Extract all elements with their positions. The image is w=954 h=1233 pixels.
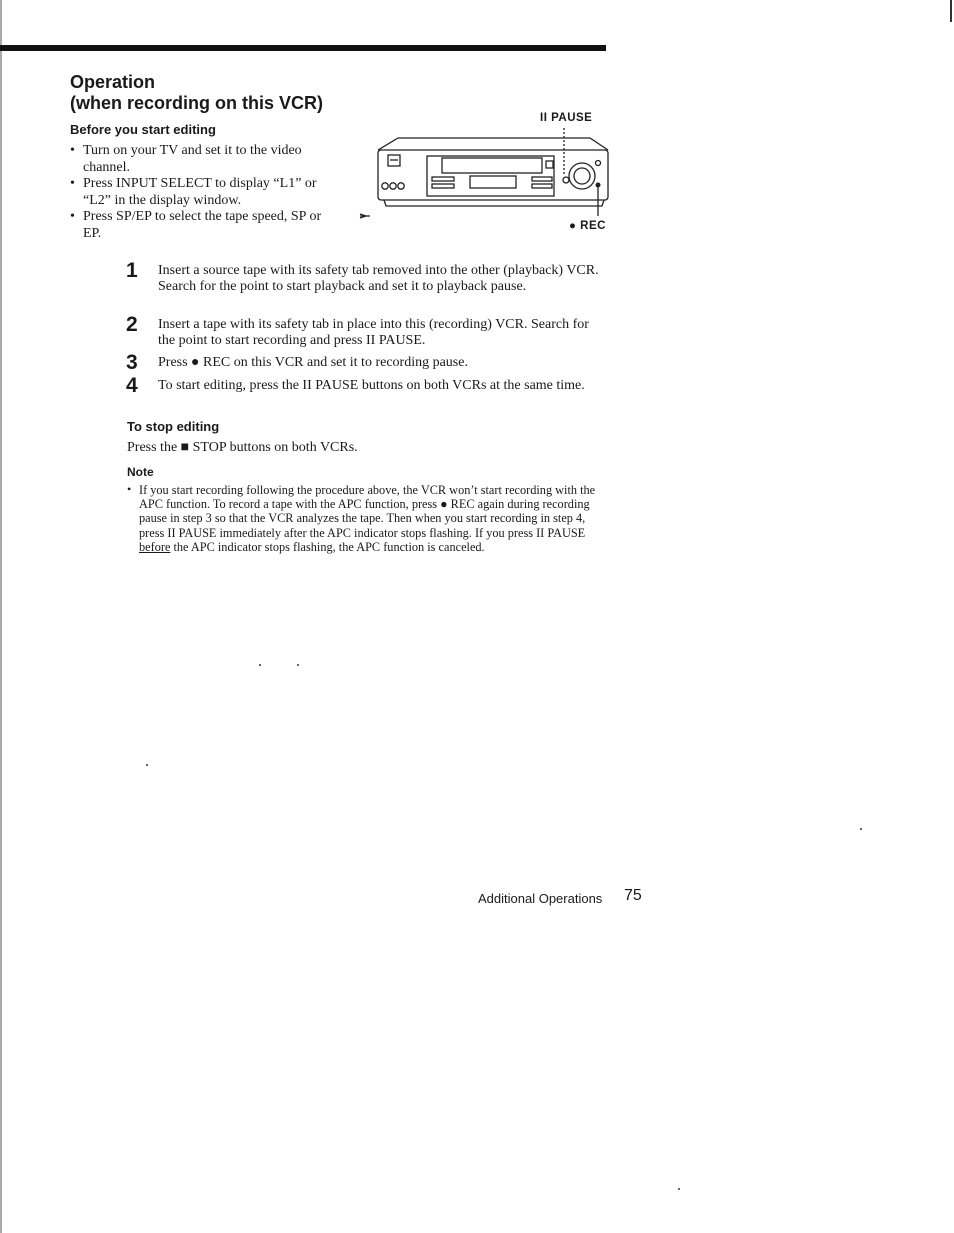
scan-speck (678, 1188, 680, 1190)
rec-callout-label: ● REC (569, 220, 606, 232)
scan-speck (297, 664, 299, 666)
note-text (139, 483, 607, 554)
scan-speck (146, 764, 148, 766)
note-text-part1: If you start recording following the procedure above, the VCR won’t start recording with the APC function. To record a tape with the APC function, press ● REC again during recording pause in step 3 so that the VCR analyzes the tape. Then when you start recording in step 4, press II PAUSE immediately after the APC indicator stops flashing. If you press II PAUSE (139, 483, 596, 540)
rec-button-icon (596, 183, 601, 188)
scan-speck (860, 828, 862, 830)
before-editing-heading: Before you start editing (70, 122, 216, 137)
bullet-item: • Press SP/EP to select the tape speed, SP or EP. (70, 209, 335, 242)
before-editing-list (70, 143, 335, 242)
step-number: 2 (126, 313, 138, 336)
page-title (70, 72, 323, 114)
step-number: 4 (126, 374, 138, 397)
bullet-item: • Turn on your TV and set it to the video channel. (70, 143, 335, 176)
header-rule (0, 45, 606, 51)
step-number: 3 (126, 351, 138, 374)
pause-callout-label: II PAUSE (540, 112, 593, 124)
stop-editing-text: Press the ■ STOP buttons on both VCRs. (127, 440, 358, 455)
step-number: 1 (126, 259, 138, 282)
step-text: Insert a source tape with its safety tab removed into the other (playback) VCR. Search for the point to start playback and set it to playback pause. (158, 263, 599, 294)
footer-section-name: Additional Operations (478, 891, 603, 906)
note-text-part2: the APC indicator stops flashing, the APC function is canceled. (170, 539, 485, 554)
page-number: 75 (624, 887, 642, 904)
page-title-line2: (when recording on this VCR) (70, 93, 324, 113)
scan-edge (0, 0, 2, 1233)
step-text: To start editing, press the II PAUSE buttons on both VCRs at the same time. (158, 378, 585, 393)
step-text: Press ● REC on this VCR and set it to recording pause. (158, 355, 468, 370)
scan-mark (950, 0, 952, 22)
vcr-illustration (350, 128, 612, 228)
note-heading: Note (127, 465, 154, 479)
page-title-line1: Operation (70, 72, 156, 92)
note-bullet: • (127, 482, 132, 496)
step-text: Insert a tape with its safety tab in place into this (recording) VCR. Search for the point to start recording and press II PAUSE. (158, 317, 589, 348)
bullet-item: • Press INPUT SELECT to display “L1” or “L2” in the display window. (70, 176, 335, 209)
note-text-underlined: before (139, 539, 171, 554)
scan-speck (259, 664, 261, 666)
stop-editing-heading: To stop editing (127, 419, 220, 434)
